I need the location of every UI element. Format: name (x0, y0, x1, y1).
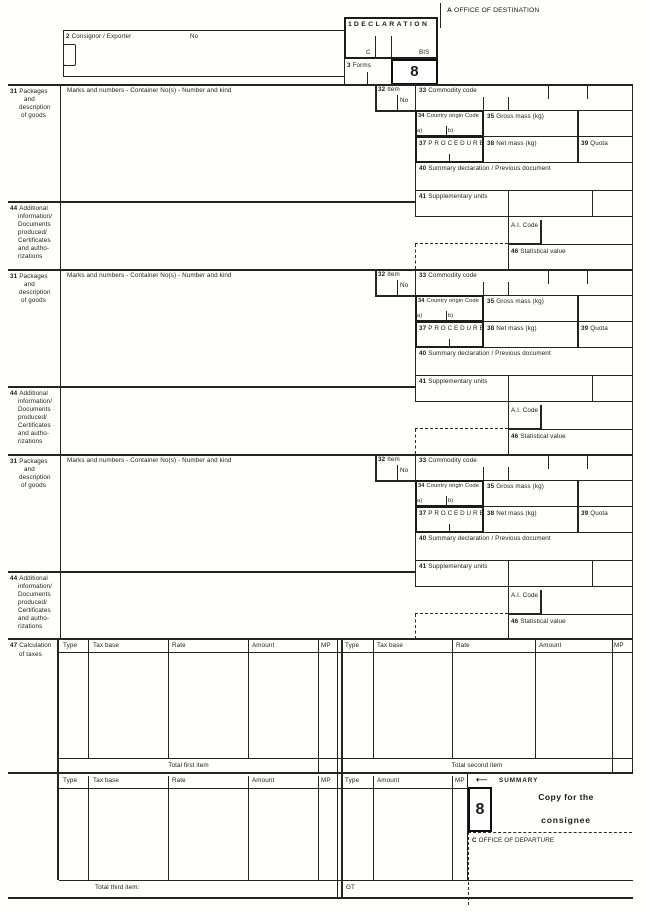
rule-line (612, 640, 613, 758)
copy-for-the-label: Copy for the (538, 792, 594, 802)
rule-line (60, 271, 61, 454)
field-35-label: 35 Gross mass (kg) (487, 298, 544, 305)
col-type-label: Type (63, 777, 78, 784)
rule-line (415, 244, 416, 269)
rule-line (8, 84, 633, 86)
field-39-label: 39 Quota (581, 140, 608, 147)
rule-line (548, 86, 549, 99)
total-first-item-label: Total first item (168, 762, 209, 769)
copy-number-bottom: 8 (475, 801, 485, 818)
col-type-label: Type (63, 642, 78, 649)
rule-line (415, 190, 633, 191)
field-32-no-label: No (400, 282, 409, 289)
field-37-label: 37 PROCEDURE (419, 510, 486, 517)
field-33-label: 33 Commodity code (419, 457, 477, 464)
field-41-label: 41 Supplementary units (419, 378, 488, 385)
field-32-label: 32 Item (378, 271, 400, 278)
field-44-label-6: and autho- (18, 615, 50, 622)
rule-line (508, 282, 509, 295)
rule-line (449, 154, 450, 162)
rule-line (483, 282, 484, 295)
col-taxbase-label: Tax base (377, 642, 404, 649)
rule-line (63, 30, 344, 31)
col-type-label: Type (345, 642, 360, 649)
rule-line (375, 480, 417, 482)
field-34-a-label: a) (417, 313, 423, 319)
field-44-label: 44 Additional (10, 205, 48, 212)
rule-line (483, 532, 633, 533)
field-34-a-label: a) (417, 128, 423, 134)
rule-line (468, 832, 469, 905)
field-44-label-6: and autho- (18, 245, 50, 252)
rule-line (483, 506, 633, 507)
rule-line (8, 201, 415, 203)
rule-line (540, 405, 542, 430)
rule-line (592, 190, 593, 217)
field-33-label: 33 Commodity code (419, 87, 477, 94)
field-34-label: 34 Country origin Code (418, 298, 480, 304)
field-44-label-5: Certificates (18, 237, 51, 244)
rule-line (577, 481, 579, 532)
total-second-item-label: Total second item (451, 762, 503, 769)
rule-line (483, 321, 633, 322)
rule-line (88, 640, 89, 758)
field-31-label-3: description (19, 104, 51, 111)
rule-line (367, 72, 368, 84)
rule-line (63, 76, 344, 77)
field-41-label: 41 Supplementary units (419, 193, 488, 200)
rule-line (540, 220, 542, 245)
col-taxbase-label: Tax base (93, 777, 120, 784)
rule-line (415, 429, 416, 454)
field-32-label: 32 Item (378, 456, 400, 463)
rule-line (535, 640, 536, 758)
rule-line (337, 772, 338, 897)
rule-line (397, 465, 398, 481)
rule-line (391, 36, 392, 59)
rule-line (587, 456, 588, 469)
field-32-no-label: No (400, 97, 409, 104)
marks-numbers-label: Marks and numbers - Container No(s) - Number and kind (67, 457, 232, 464)
rule-line (452, 640, 453, 758)
rule-line (59, 652, 632, 653)
field-37-label: 37 PROCEDURE (419, 140, 486, 147)
col-amount-label: Amount (377, 777, 400, 784)
rule-line (397, 95, 398, 111)
ai-code-label: A.I. Code (511, 222, 539, 229)
rule-line (375, 110, 417, 112)
rule-line (415, 586, 633, 587)
field-44-label-3: Documents (18, 221, 51, 228)
rule-line (440, 3, 441, 28)
rule-line (8, 897, 633, 899)
field-46-label: 46 Statistical value (511, 248, 566, 255)
rule-line (318, 640, 319, 758)
rule-line (397, 280, 398, 296)
col-rate-label: Rate (172, 642, 186, 649)
field-31-label-3: description (19, 474, 51, 481)
rule-line (168, 776, 169, 880)
rule-line (415, 375, 633, 376)
rule-line (415, 401, 633, 402)
rule-line (60, 86, 61, 269)
field-44-label-2: information/ (18, 398, 53, 405)
rule-line (592, 560, 593, 587)
field-34-a-label: a) (417, 498, 423, 504)
ai-code-label: A.I. Code (511, 592, 539, 599)
rule-line (483, 97, 484, 110)
consignor-label: 2 Consignor / Exporter (66, 33, 132, 40)
rule-line (449, 524, 450, 532)
rule-line (452, 776, 453, 880)
rule-line (632, 454, 633, 639)
rule-line (375, 269, 377, 297)
rule-line (344, 59, 345, 84)
field-31-label-2: and (24, 281, 35, 288)
rule-line (587, 271, 588, 284)
field-44-label-3: Documents (18, 406, 51, 413)
field-38-label: 38 Net mass (kg) (487, 140, 537, 147)
rule-line (59, 880, 633, 881)
rule-line (508, 190, 509, 269)
gt-label: GT (346, 884, 355, 891)
field-31-label-4: of goods (21, 112, 46, 119)
rule-line (548, 271, 549, 284)
col-rate-label: Rate (456, 642, 470, 649)
rule-line (375, 295, 417, 297)
rule-line (59, 758, 632, 759)
rule-line (415, 243, 508, 244)
field-44-label-2: information/ (18, 583, 53, 590)
field-35-label: 35 Gross mass (kg) (487, 483, 544, 490)
field-31-label-4: of goods (21, 482, 46, 489)
rule-line (508, 428, 542, 430)
field-31-label-2: and (24, 96, 35, 103)
marks-numbers-label: Marks and numbers - Container No(s) - Number and kind (67, 87, 232, 94)
field-47-label: 47 Calculation (10, 642, 52, 649)
rule-line (337, 638, 338, 772)
field-35-label: 35 Gross mass (kg) (487, 113, 544, 120)
declaration-bis-label: BIS (419, 49, 430, 56)
marks-numbers-label: Marks and numbers - Container No(s) - Number and kind (67, 272, 232, 279)
total-third-item-label: Total third item: (95, 884, 140, 891)
field-40-label: 40 Summary declaration / Previous document (419, 165, 551, 172)
field-39-label: 39 Quota (581, 510, 608, 517)
field-46-label: 46 Statistical value (511, 433, 566, 440)
item-block (0, 84, 645, 269)
field-44-label-3: Documents (18, 591, 51, 598)
rule-line (508, 243, 542, 245)
rule-line (632, 269, 633, 454)
rule-line (468, 832, 632, 833)
field-34-b-label: b) (448, 498, 454, 504)
field-31-label-4: of goods (21, 297, 46, 304)
rule-line (542, 244, 633, 245)
declaration-c-label: C (366, 49, 371, 56)
rule-line (548, 456, 549, 469)
field-38-label: 38 Net mass (kg) (487, 510, 537, 517)
item-block (0, 454, 645, 639)
col-taxbase-label: Tax base (93, 642, 120, 649)
rule-line (577, 111, 579, 162)
rule-line (542, 429, 633, 430)
field-44-label-4: produced/ (18, 229, 47, 236)
rule-line (373, 776, 374, 880)
forms-label: 3 Forms (347, 62, 371, 69)
rule-line (57, 638, 59, 880)
rule-line (592, 375, 593, 402)
col-mp-label: MP (455, 777, 465, 784)
declaration-label: 1 DECLARATION (348, 21, 430, 28)
field-31-label: 31 Packages (10, 458, 48, 465)
rule-line (508, 560, 509, 639)
consignee-label: consignee (541, 815, 591, 825)
rule-line (8, 571, 415, 573)
field-44-label-4: produced/ (18, 414, 47, 421)
rule-line (318, 776, 319, 880)
field-44-label-7: rizations (18, 623, 43, 630)
rule-line (8, 454, 633, 456)
col-rate-label: Rate (172, 777, 186, 784)
rule-line (483, 347, 633, 348)
rule-line (508, 613, 542, 615)
col-amount-label: Amount (252, 777, 275, 784)
rule-line (318, 758, 319, 772)
rule-line (415, 216, 633, 217)
field-44-label-4: produced/ (18, 599, 47, 606)
rule-line (415, 428, 508, 429)
field-44-label-2: information/ (18, 213, 53, 220)
field-34-b-label: b) (448, 313, 454, 319)
summary-label: SUMMARY (499, 777, 539, 784)
field-31-label-3: description (19, 289, 51, 296)
field-46-label: 46 Statistical value (511, 618, 566, 625)
field-31-label-2: and (24, 466, 35, 473)
rule-line (415, 614, 416, 639)
office-of-departure-label: C OFFICE OF DEPARTURE (472, 837, 555, 844)
col-mp-label: MP (321, 777, 331, 784)
rule-line (375, 84, 377, 112)
rule-line (587, 86, 588, 99)
rule-line (341, 772, 343, 897)
field-31-label: 31 Packages (10, 88, 48, 95)
rule-line (612, 758, 613, 772)
col-mp-label: MP (321, 642, 331, 649)
field-32-no-label: No (400, 467, 409, 474)
copy-number-top: 8 (410, 63, 419, 80)
rule-line (632, 638, 633, 772)
field-34-b-label: b) (448, 128, 454, 134)
field-33-label: 33 Commodity code (419, 272, 477, 279)
rule-line (540, 590, 542, 615)
field-44-label: 44 Additional (10, 390, 48, 397)
field-44-label-5: Certificates (18, 422, 51, 429)
field-34-label: 34 Country origin Code (418, 483, 480, 489)
rule-line (8, 386, 415, 388)
rule-line (59, 788, 467, 789)
field-40-label: 40 Summary declaration / Previous document (419, 535, 551, 542)
rule-line (341, 638, 343, 772)
field-31-label: 31 Packages (10, 273, 48, 280)
field-44-label-5: Certificates (18, 607, 51, 614)
rule-line (375, 454, 377, 482)
field-44-label-6: and autho- (18, 430, 50, 437)
office-of-destination-label: A OFFICE OF DESTINATION (447, 7, 540, 14)
rule-line (248, 776, 249, 880)
field-44-label-7: rizations (18, 438, 43, 445)
item-block (0, 269, 645, 454)
rule-line (168, 640, 169, 758)
col-type-label: Type (345, 777, 360, 784)
field-44-label-7: rizations (18, 253, 43, 260)
rule-line (415, 613, 508, 614)
field-32-label: 32 Item (378, 86, 400, 93)
ai-code-label: A.I. Code (511, 407, 539, 414)
rule-line (373, 640, 374, 758)
rule-line (449, 339, 450, 347)
rule-line (375, 36, 376, 59)
field-37-label: 37 PROCEDURE (419, 325, 486, 332)
field-40-label: 40 Summary declaration / Previous document (419, 350, 551, 357)
field-41-label: 41 Supplementary units (419, 563, 488, 570)
rule-line (632, 84, 633, 269)
rule-line (542, 614, 633, 615)
rule-line (508, 375, 509, 454)
field-44-label: 44 Additional (10, 575, 48, 582)
field-34-label: 34 Country origin Code (418, 113, 480, 119)
field-39-label: 39 Quota (581, 325, 608, 332)
rule-line (508, 467, 509, 480)
rule-line (508, 97, 509, 110)
col-amount-label: Amount (539, 642, 562, 649)
summary-arrow-icon: ⟵ (476, 775, 488, 784)
col-amount-label: Amount (252, 642, 275, 649)
col-mp-label: MP (614, 642, 624, 649)
rule-line (8, 269, 633, 271)
field-47-label-2: of taxes (19, 651, 42, 658)
rule-line (60, 456, 61, 639)
rule-line (8, 772, 633, 774)
field-38-label: 38 Net mass (kg) (487, 325, 537, 332)
rule-line (483, 162, 633, 163)
rule-line (415, 560, 633, 561)
rule-line (483, 467, 484, 480)
consignor-no-label: No (190, 33, 199, 40)
rule-line (88, 776, 89, 880)
consignor-stamp-box (63, 44, 76, 66)
rule-line (577, 296, 579, 347)
rule-line (248, 640, 249, 758)
rule-line (483, 136, 633, 137)
